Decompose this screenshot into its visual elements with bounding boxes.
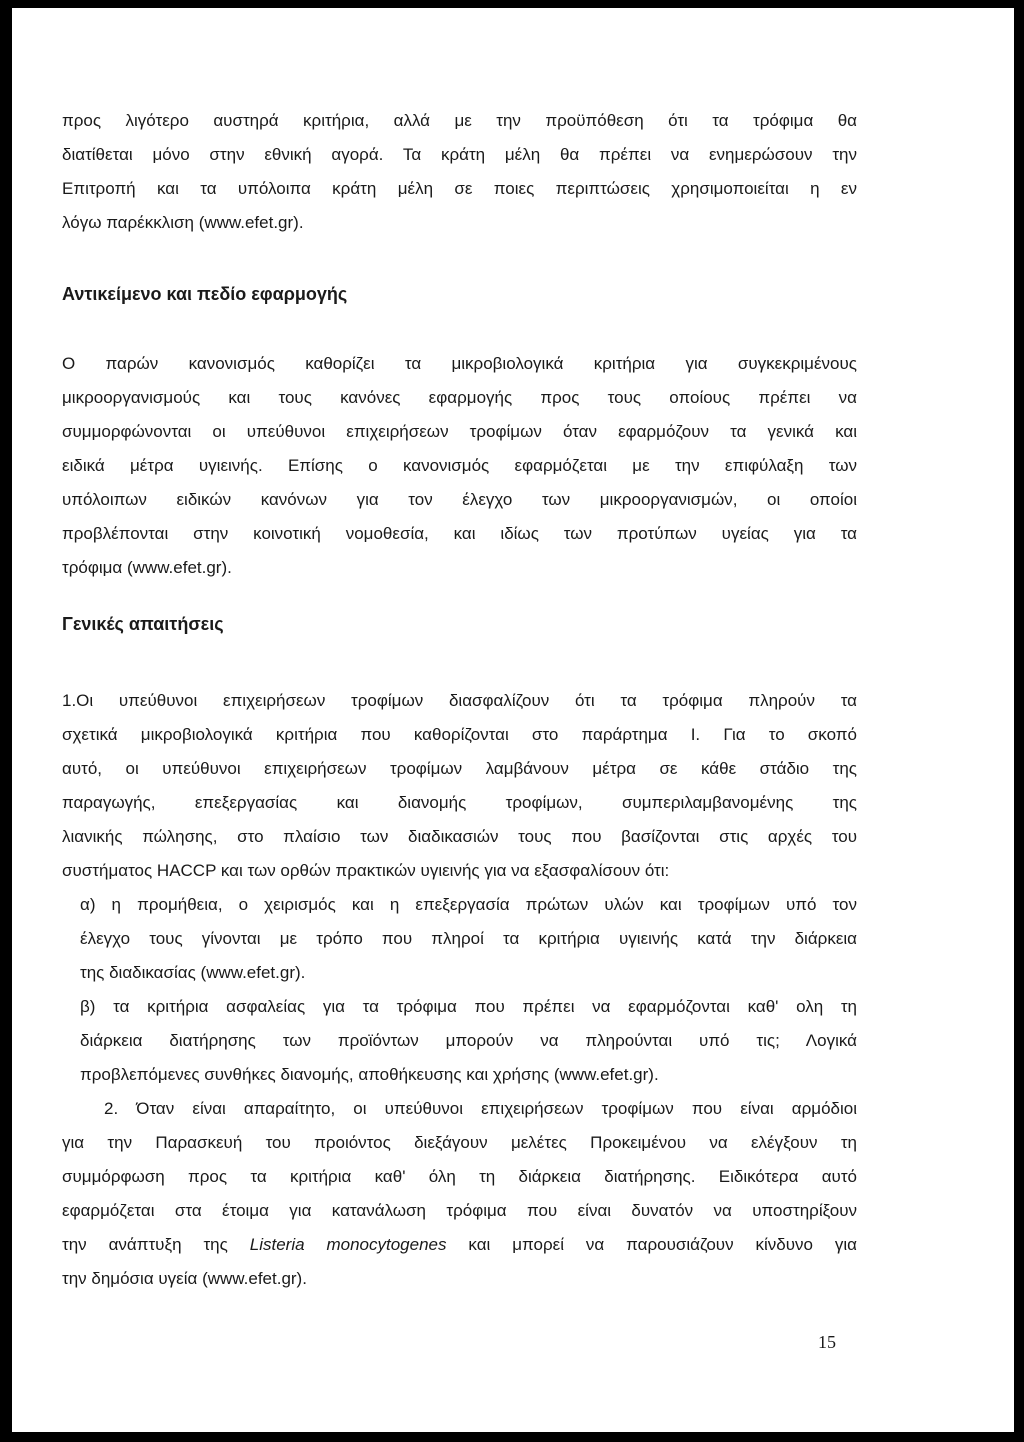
text-before: την ανάπτυξη της [62, 1235, 250, 1254]
paragraph-line: σχετικά μικροβιολογικά κριτήρια που καθορίζονται στο παράρτημα Ι. Για το σκοπό [62, 725, 857, 744]
list-item-b: προβλεπόμενες συνθήκες διανομής, αποθήκευσης και χρήσης (www.efet.gr). [80, 1065, 659, 1084]
paragraph-line: υπόλοιπων ειδικών κανόνων για τον έλεγχο των μικροοργανισμών, οι οποίοι [62, 490, 857, 509]
paragraph-line: μικροοργανισμούς και τους κανόνες εφαρμογής προς τους οποίους πρέπει να [62, 388, 857, 407]
paragraph-line: 1.Οι υπεύθυνοι επιχειρήσεων τροφίμων διασφαλίζουν ότι τα τρόφιμα πληρούν τα [62, 691, 857, 710]
paragraph-line: συμμόρφωση προς τα κριτήρια καθ' όλη τη διάρκεια διατήρησης. Ειδικότερα αυτό [62, 1167, 857, 1186]
paragraph-line: ειδικά μέτρα υγιεινής. Επίσης ο κανονισμός εφαρμόζεται με την επιφύλαξη των [62, 456, 857, 475]
page-number: 15 [818, 1332, 836, 1352]
intro-line: διατίθεται μόνο στην εθνική αγορά. Τα κράτη μέλη θα πρέπει να ενημερώσουν την [62, 145, 857, 164]
intro-line: προς λιγότερο αυστηρά κριτήρια, αλλά με την προϋπόθεση ότι τα τρόφιμα θα [62, 111, 857, 130]
paragraph-line: συμμορφώνονται οι υπεύθυνοι επιχειρήσεων τροφίμων όταν εφαρμόζουν τα γενικά και [62, 422, 857, 441]
paragraph-line: Ο παρών κανονισμός καθορίζει τα μικροβιολογικά κριτήρια για συγκεκριμένους [62, 354, 857, 373]
list-item-a: α) η προμήθεια, ο χειρισμός και η επεξεργασία πρώτων υλών και τροφίμων υπό τον [80, 895, 857, 914]
list-item-b: διάρκεια διατήρησης των προϊόντων μπορούν να πληρούνται υπό τις; Λογικά [80, 1031, 857, 1050]
intro-line: λόγω παρέκκλιση (www.efet.gr). [62, 213, 304, 232]
paragraph-line: παραγωγής, επεξεργασίας και διανομής τροφίμων, συμπεριλαμβανομένης της [62, 793, 857, 812]
paragraph-line: τρόφιμα (www.efet.gr). [62, 558, 232, 577]
list-item-a: της διαδικασίας (www.efet.gr). [80, 963, 306, 982]
intro-line: Επιτροπή και τα υπόλοιπα κράτη μέλη σε ποιες περιπτώσεις χρησιμοποιείται η εν [62, 179, 857, 198]
list-item-b: β) τα κριτήρια ασφαλείας για τα τρόφιμα που πρέπει να εφαρμόζονται καθ' ολη τη [80, 997, 857, 1016]
text-after: και μπορεί να παρουσιάζουν κίνδυνο για [446, 1235, 858, 1254]
paragraph-line: την δημόσια υγεία (www.efet.gr). [62, 1269, 307, 1288]
section-heading-scope: Αντικείμενο και πεδίο εφαρμογής [62, 284, 348, 304]
list-item-a: έλεγχο τους γίνονται με τρόπο που πληροί τα κριτήρια υγιεινής κατά την διάρκεια [80, 929, 857, 948]
paragraph-line: εφαρμόζεται στα έτοιμα για κατανάλωση τρόφιμα που είναι δυνατόν να υποστηρίξουν [62, 1201, 857, 1220]
paragraph-line: λιανικής πώλησης, στο πλαίσιο των διαδικασιών τους που βασίζονται στις αρχές του [62, 827, 857, 846]
paragraph-line: αυτό, οι υπεύθυνοι επιχειρήσεων τροφίμων λαμβάνουν μέτρα σε κάθε στάδιο της [62, 759, 857, 778]
species-name: Listeria monocytogenes [249, 1235, 447, 1254]
section-heading-general: Γενικές απαιτήσεις [62, 614, 224, 634]
paragraph-line: για την Παρασκευή του προιόντος διεξάγουν μελέτες Προκειμένου να ελέγξουν τη [62, 1133, 857, 1152]
paragraph-line: προβλέπονται στην κοινοτική νομοθεσία, και ιδίως των προτύπων υγείας για τα [62, 524, 857, 543]
paragraph-line: συστήματος HACCP και των ορθών πρακτικών υγιεινής για να εξασφαλίσουν ότι: [62, 861, 670, 880]
paragraph-line-species [62, 1235, 857, 1255]
document-sheet [12, 8, 1014, 1432]
paragraph-line: 2. Όταν είναι απαραίτητο, οι υπεύθυνοι επιχειρήσεων τροφίμων που είναι αρμόδιοι [104, 1099, 857, 1118]
